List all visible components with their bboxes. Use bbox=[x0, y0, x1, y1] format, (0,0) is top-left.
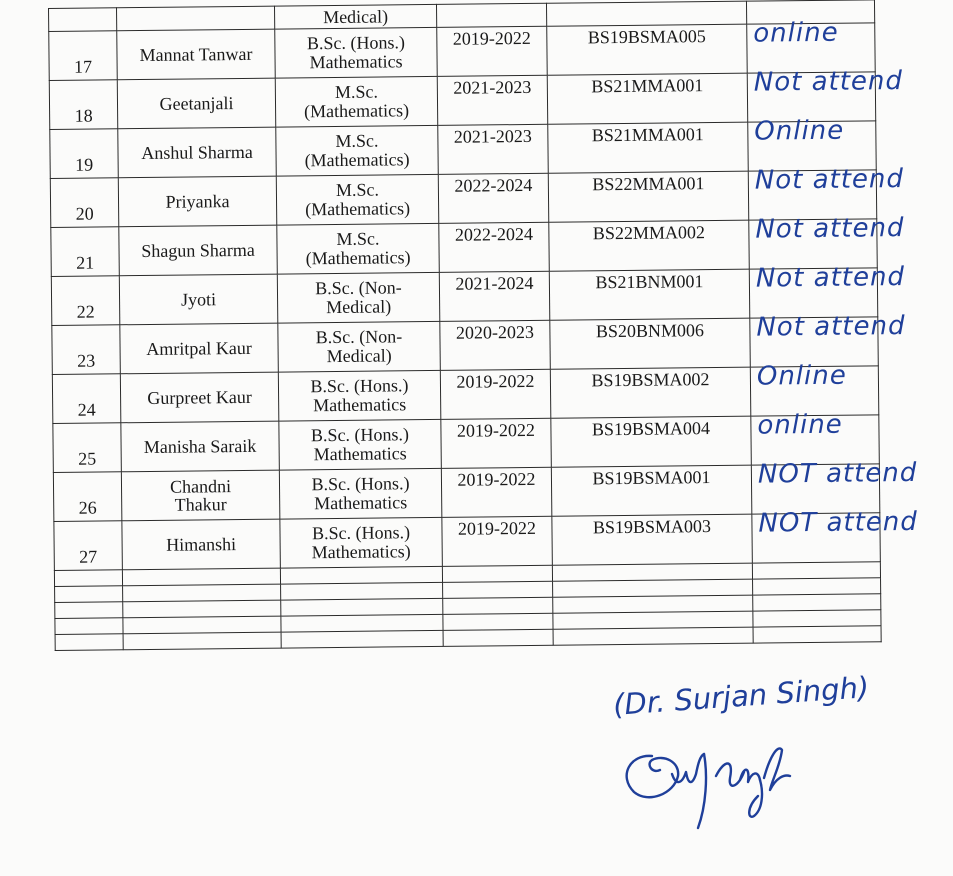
serial-number-cell: 22 bbox=[51, 276, 120, 326]
serial-number-cell: 20 bbox=[50, 178, 119, 228]
course-line1: M.Sc. bbox=[336, 228, 380, 249]
course-line2: (Mathematics) bbox=[304, 149, 410, 171]
student-name: Manisha Saraik bbox=[143, 435, 257, 458]
roll-number-cell: BS20BNM006 bbox=[550, 318, 751, 369]
session-cell: 2022-2024 bbox=[439, 222, 550, 272]
course-cell bbox=[278, 321, 441, 372]
student-name-cell bbox=[119, 274, 278, 325]
course-line1: M.Sc. bbox=[335, 179, 380, 200]
table-row bbox=[51, 268, 877, 326]
student-name-line2: Thakur bbox=[174, 494, 227, 515]
course-line1: B.Sc. (Hons.) bbox=[311, 473, 410, 495]
remark-text: Not attend bbox=[756, 311, 906, 343]
remark-text: Not attend bbox=[753, 66, 904, 98]
student-name: Mannat Tanwar bbox=[139, 43, 253, 66]
serial-number-cell: 23 bbox=[52, 325, 121, 375]
student-name-cell bbox=[121, 421, 280, 472]
course-line1: M.Sc. bbox=[334, 81, 378, 102]
table-row bbox=[53, 464, 879, 522]
session-cell: 2020-2023 bbox=[440, 320, 551, 370]
serial-number-cell: 21 bbox=[51, 227, 120, 277]
student-name: Shagun Sharma bbox=[141, 239, 255, 262]
serial-number-cell: 18 bbox=[49, 80, 118, 130]
session-cell: 2021-2023 bbox=[438, 124, 549, 174]
course-cell bbox=[277, 223, 440, 274]
remark-text: Online bbox=[754, 115, 845, 147]
student-name: Priyanka bbox=[165, 191, 230, 212]
serial-number-cell: 25 bbox=[53, 423, 122, 473]
table-row bbox=[52, 317, 878, 375]
course-cell bbox=[277, 272, 440, 323]
course-line2: (Mathematics) bbox=[305, 198, 411, 220]
session-cell: 2019-2022 bbox=[437, 26, 548, 76]
serial-number-cell: 19 bbox=[50, 129, 119, 179]
serial-number-cell: 26 bbox=[53, 472, 122, 522]
remark-text: Not attend bbox=[755, 262, 906, 294]
student-name-line1: Chandni bbox=[169, 476, 232, 497]
session-cell: 2022-2024 bbox=[438, 173, 549, 223]
course-cell bbox=[275, 76, 438, 127]
signatory-name: (Dr. Surjan Singh) bbox=[612, 670, 871, 722]
attendance-table-wrapper bbox=[48, 0, 918, 651]
roll-number-cell: BS19BSMA001 bbox=[551, 465, 752, 516]
remark-text: Online bbox=[756, 360, 847, 392]
serial-number-cell: 27 bbox=[54, 521, 123, 571]
remark-cell bbox=[750, 360, 879, 416]
course-line1: B.Sc. (Hons.) bbox=[311, 522, 411, 544]
course-cell: Medical) bbox=[274, 4, 436, 29]
attendance-table bbox=[48, 0, 918, 651]
roll-number-cell: BS22MMA002 bbox=[549, 220, 750, 271]
course-line2: (Mathematics) bbox=[304, 100, 410, 122]
course-line2: Mathematics bbox=[313, 443, 407, 465]
signature-block bbox=[612, 670, 932, 838]
course-line1: B.Sc. (Hons.) bbox=[310, 375, 409, 397]
student-name-cell bbox=[118, 127, 277, 178]
table-row bbox=[51, 219, 877, 277]
roll-number-cell: BS19BSMA004 bbox=[551, 416, 752, 467]
student-name-cell bbox=[117, 29, 276, 80]
table-row bbox=[50, 170, 876, 228]
course-cell bbox=[275, 27, 438, 78]
serial-number-cell: 24 bbox=[52, 374, 121, 424]
remark-text: online bbox=[757, 409, 843, 441]
student-name-cell bbox=[117, 78, 276, 129]
course-line1: B.Sc. (Hons.) bbox=[310, 424, 410, 446]
course-cell bbox=[278, 370, 441, 421]
roll-number-cell: BS19BSMA002 bbox=[550, 367, 751, 418]
roll-number-cell: BS21BNM001 bbox=[549, 269, 750, 320]
student-name: Geetanjali bbox=[159, 93, 234, 114]
remark-cell bbox=[752, 506, 918, 563]
roll-number-cell: BS22MMA001 bbox=[548, 171, 749, 222]
remark-text: Not attend bbox=[755, 213, 905, 245]
handwritten-signature-icon bbox=[612, 736, 832, 836]
student-name: Himanshi bbox=[166, 534, 237, 555]
session-cell: 2019-2022 bbox=[442, 516, 553, 566]
session-cell: 2019-2022 bbox=[441, 418, 552, 468]
student-name: Anshul Sharma bbox=[141, 141, 253, 164]
course-line1: B.Sc. (Hons.) bbox=[306, 32, 405, 54]
course-line2: Mathematics bbox=[314, 492, 408, 514]
remark-text: Not attend bbox=[754, 164, 905, 196]
course-cell bbox=[280, 517, 443, 568]
session-cell: 2021-2024 bbox=[439, 271, 550, 321]
course-line2: Medical) bbox=[326, 345, 392, 367]
table-row bbox=[50, 121, 876, 179]
table-body bbox=[49, 17, 918, 571]
student-name-cell bbox=[120, 372, 279, 423]
course-cell bbox=[276, 125, 439, 176]
student-name-cell bbox=[118, 176, 277, 227]
remark-text: online bbox=[753, 17, 839, 49]
table-row bbox=[52, 366, 878, 424]
table-row bbox=[54, 513, 880, 571]
course-line1: B.Sc. (Non- bbox=[315, 326, 403, 348]
roll-number-cell: BS19BSMA005 bbox=[547, 24, 748, 75]
roll-number-cell: BS21MMA001 bbox=[548, 122, 749, 173]
student-name-cell bbox=[120, 323, 279, 374]
remark-text: NOT attend bbox=[758, 506, 918, 539]
course-line1: M.Sc. bbox=[335, 130, 379, 151]
student-name-cell bbox=[121, 470, 280, 521]
table-row bbox=[53, 415, 879, 473]
session-cell: 2021-2023 bbox=[437, 75, 548, 125]
session-cell: 2019-2022 bbox=[440, 369, 551, 419]
course-cell bbox=[279, 419, 442, 470]
roll-number-cell: BS21MMA001 bbox=[547, 73, 748, 124]
remark-text: NOT attend bbox=[757, 457, 918, 490]
table-row bbox=[49, 23, 875, 81]
course-line2: Medical) bbox=[326, 296, 392, 318]
course-cell bbox=[276, 174, 439, 225]
serial-number-cell: 17 bbox=[49, 31, 118, 81]
student-name: Amritpal Kaur bbox=[146, 337, 252, 359]
table-row bbox=[49, 72, 875, 130]
student-name: Jyoti bbox=[180, 289, 217, 310]
course-line1: B.Sc. (Non- bbox=[315, 277, 402, 299]
remark-cell bbox=[747, 66, 904, 122]
course-line2: Mathematics) bbox=[311, 541, 411, 563]
course-line2: Mathematics bbox=[313, 394, 407, 416]
student-name-cell bbox=[122, 519, 281, 570]
remark-cell bbox=[750, 311, 906, 367]
course-cell bbox=[279, 468, 442, 519]
roll-number-cell: BS19BSMA003 bbox=[552, 514, 753, 565]
student-name-cell bbox=[119, 225, 278, 276]
student-name: Gurpreet Kaur bbox=[147, 386, 252, 408]
course-line2: (Mathematics) bbox=[305, 247, 411, 269]
course-line2: Mathematics bbox=[309, 51, 403, 73]
session-cell: 2019-2022 bbox=[441, 467, 552, 517]
